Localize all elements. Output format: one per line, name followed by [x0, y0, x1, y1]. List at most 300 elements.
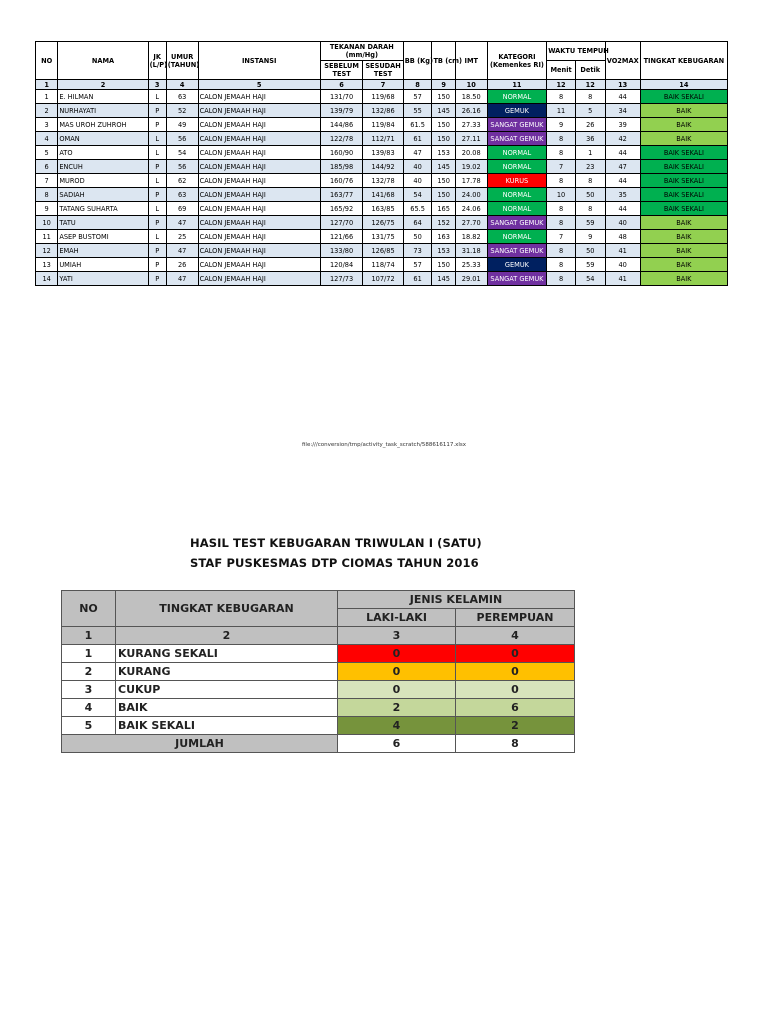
cell-nama: TATANG SUHARTA	[58, 202, 148, 216]
cell-menit: 8	[547, 272, 576, 286]
cell-bb: 47	[403, 146, 432, 160]
cell-bb: 64	[403, 216, 432, 230]
cell-umur: 47	[166, 272, 198, 286]
cell-bb: 55	[403, 104, 432, 118]
cell-nama: ENCUH	[58, 160, 148, 174]
cell-umur: 62	[166, 174, 198, 188]
cell-nama: SADIAH	[58, 188, 148, 202]
cell-sebelum: 127/70	[320, 216, 363, 230]
summary-cell-laki: 0	[338, 645, 456, 663]
cell-bb: 57	[403, 258, 432, 272]
cell-imt: 27.11	[455, 132, 487, 146]
cell-sebelum: 185/98	[320, 160, 363, 174]
column-index-row	[36, 80, 728, 90]
cell-kategori: NORMAL	[487, 230, 547, 244]
header-no: NO	[36, 42, 58, 80]
cell-sebelum: 122/78	[320, 132, 363, 146]
cell-jk: P	[148, 118, 166, 132]
cell-no: 11	[36, 230, 58, 244]
cell-sebelum: 163/77	[320, 188, 363, 202]
cell-tingkat: BAIK SEKALI	[640, 146, 727, 160]
summary-header-perempuan: PEREMPUAN	[456, 609, 575, 627]
table-row	[36, 272, 728, 286]
cell-sesudah: 132/86	[363, 104, 403, 118]
summary-index-cell: 3	[338, 627, 456, 645]
summary-row	[62, 645, 575, 663]
cell-bb: 61	[403, 272, 432, 286]
cell-bb: 61	[403, 132, 432, 146]
cell-no: 1	[36, 90, 58, 104]
summary-title: HASIL TEST KEBUGARAN TRIWULAN I (SATU)	[190, 536, 482, 550]
cell-sesudah: 144/92	[363, 160, 403, 174]
cell-imt: 25.33	[455, 258, 487, 272]
cell-menit: 7	[547, 160, 576, 174]
summary-cell-no: 2	[62, 663, 116, 681]
index-cell: 7	[363, 80, 403, 90]
cell-imt: 26.16	[455, 104, 487, 118]
cell-tb: 145	[432, 104, 455, 118]
cell-nama: YATI	[58, 272, 148, 286]
index-cell: 12	[547, 80, 576, 90]
cell-imt: 18.82	[455, 230, 487, 244]
index-cell: 2	[58, 80, 148, 90]
cell-sebelum: 131/70	[320, 90, 363, 104]
cell-nama: E. HILMAN	[58, 90, 148, 104]
cell-imt: 19.02	[455, 160, 487, 174]
cell-bb: 54	[403, 188, 432, 202]
index-cell: 14	[640, 80, 727, 90]
index-cell: 6	[320, 80, 363, 90]
cell-vo2: 48	[605, 230, 640, 244]
header-instansi: INSTANSI	[198, 42, 320, 80]
header-tekanan-darah: TEKANAN DARAH (mm/Hg)	[320, 42, 403, 61]
summary-cell-perempuan: 0	[456, 663, 575, 681]
cell-vo2: 44	[605, 90, 640, 104]
summary-cell-label: KURANG SEKALI	[116, 645, 338, 663]
cell-jk: L	[148, 132, 166, 146]
cell-instansi: CALON JEMAAH HAJI	[198, 118, 320, 132]
cell-sebelum: 121/66	[320, 230, 363, 244]
summary-total-row	[62, 735, 575, 753]
cell-detik: 5	[575, 104, 605, 118]
cell-nama: UMIAH	[58, 258, 148, 272]
table-row	[36, 132, 728, 146]
summary-index-row	[62, 627, 575, 645]
header-sesudah: SESUDAH TEST	[363, 61, 403, 80]
cell-sebelum: 144/86	[320, 118, 363, 132]
index-cell: 4	[166, 80, 198, 90]
table-row	[36, 188, 728, 202]
table-row	[36, 104, 728, 118]
summary-total-label: JUMLAH	[62, 735, 338, 753]
index-cell: 10	[455, 80, 487, 90]
cell-imt: 27.33	[455, 118, 487, 132]
cell-kategori: NORMAL	[487, 90, 547, 104]
cell-no: 12	[36, 244, 58, 258]
cell-kategori: GEMUK	[487, 104, 547, 118]
cell-instansi: CALON JEMAAH HAJI	[198, 132, 320, 146]
header-tingkat: TINGKAT KEBUGARAN	[640, 42, 727, 80]
cell-vo2: 44	[605, 174, 640, 188]
cell-nama: EMAH	[58, 244, 148, 258]
cell-detik: 26	[575, 118, 605, 132]
cell-detik: 50	[575, 244, 605, 258]
cell-imt: 17.78	[455, 174, 487, 188]
table-row	[36, 90, 728, 104]
cell-sebelum: 120/84	[320, 258, 363, 272]
cell-tb: 165	[432, 202, 455, 216]
cell-bb: 50	[403, 230, 432, 244]
cell-detik: 23	[575, 160, 605, 174]
cell-umur: 26	[166, 258, 198, 272]
cell-instansi: CALON JEMAAH HAJI	[198, 216, 320, 230]
cell-sebelum: 139/79	[320, 104, 363, 118]
summary-index-cell: 2	[116, 627, 338, 645]
cell-umur: 49	[166, 118, 198, 132]
summary-total-perempuan: 8	[456, 735, 575, 753]
table-row	[36, 146, 728, 160]
summary-index-cell: 4	[456, 627, 575, 645]
cell-tingkat: BAIK	[640, 118, 727, 132]
summary-cell-no: 4	[62, 699, 116, 717]
summary-row	[62, 663, 575, 681]
cell-no: 7	[36, 174, 58, 188]
cell-umur: 56	[166, 132, 198, 146]
cell-kategori: SANGAT GEMUK	[487, 132, 547, 146]
summary-total-laki: 6	[338, 735, 456, 753]
summary-header-tingkat: TINGKAT KEBUGARAN	[116, 591, 338, 627]
cell-umur: 63	[166, 188, 198, 202]
fitness-data-table	[35, 41, 728, 286]
table-row	[36, 202, 728, 216]
summary-header-laki: LAKI-LAKI	[338, 609, 456, 627]
cell-vo2: 41	[605, 244, 640, 258]
cell-tb: 152	[432, 216, 455, 230]
summary-cell-label: CUKUP	[116, 681, 338, 699]
cell-menit: 8	[547, 202, 576, 216]
cell-bb: 40	[403, 174, 432, 188]
cell-instansi: CALON JEMAAH HAJI	[198, 272, 320, 286]
cell-instansi: CALON JEMAAH HAJI	[198, 160, 320, 174]
file-path-footer: file:///conversion/tmp/activity_task_scratch/588616117.xlsx	[301, 442, 467, 448]
cell-umur: 52	[166, 104, 198, 118]
cell-sesudah: 126/85	[363, 244, 403, 258]
cell-no: 4	[36, 132, 58, 146]
cell-jk: L	[148, 230, 166, 244]
header-imt: IMT	[455, 42, 487, 80]
cell-umur: 63	[166, 90, 198, 104]
cell-vo2: 44	[605, 146, 640, 160]
cell-detik: 8	[575, 90, 605, 104]
cell-sebelum: 133/80	[320, 244, 363, 258]
cell-tb: 150	[432, 132, 455, 146]
summary-cell-label: BAIK SEKALI	[116, 717, 338, 735]
cell-sebelum: 160/90	[320, 146, 363, 160]
cell-imt: 31.18	[455, 244, 487, 258]
cell-tingkat: BAIK SEKALI	[640, 202, 727, 216]
cell-menit: 8	[547, 216, 576, 230]
cell-vo2: 41	[605, 272, 640, 286]
index-cell: 3	[148, 80, 166, 90]
index-cell: 1	[36, 80, 58, 90]
cell-vo2: 39	[605, 118, 640, 132]
table-row	[36, 216, 728, 230]
cell-tb: 150	[432, 174, 455, 188]
cell-sebelum: 127/73	[320, 272, 363, 286]
index-cell: 8	[403, 80, 432, 90]
cell-no: 13	[36, 258, 58, 272]
summary-cell-laki: 0	[338, 663, 456, 681]
cell-sesudah: 119/68	[363, 90, 403, 104]
cell-tingkat: BAIK SEKALI	[640, 174, 727, 188]
cell-jk: L	[148, 90, 166, 104]
cell-menit: 8	[547, 132, 576, 146]
table-row	[36, 230, 728, 244]
cell-instansi: CALON JEMAAH HAJI	[198, 188, 320, 202]
cell-no: 14	[36, 272, 58, 286]
summary-cell-perempuan: 0	[456, 681, 575, 699]
summary-cell-perempuan: 2	[456, 717, 575, 735]
cell-instansi: CALON JEMAAH HAJI	[198, 146, 320, 160]
cell-bb: 57	[403, 90, 432, 104]
index-cell: 9	[432, 80, 455, 90]
cell-bb: 65.5	[403, 202, 432, 216]
cell-jk: P	[148, 160, 166, 174]
header-tb: TB (cm)	[432, 42, 455, 80]
cell-vo2: 44	[605, 202, 640, 216]
cell-menit: 9	[547, 118, 576, 132]
cell-no: 3	[36, 118, 58, 132]
cell-sesudah: 107/72	[363, 272, 403, 286]
cell-tb: 150	[432, 258, 455, 272]
summary-row	[62, 717, 575, 735]
header-bb: BB (Kg)	[403, 42, 432, 80]
cell-nama: ASEP BUSTOMI	[58, 230, 148, 244]
cell-sesudah: 118/74	[363, 258, 403, 272]
cell-umur: 54	[166, 146, 198, 160]
summary-cell-no: 3	[62, 681, 116, 699]
cell-detik: 8	[575, 202, 605, 216]
cell-vo2: 47	[605, 160, 640, 174]
cell-tingkat: BAIK	[640, 230, 727, 244]
cell-menit: 8	[547, 244, 576, 258]
summary-body	[62, 627, 575, 753]
cell-jk: L	[148, 146, 166, 160]
header-nama: NAMA	[58, 42, 148, 80]
cell-nama: NURHAYATI	[58, 104, 148, 118]
cell-imt: 24.06	[455, 202, 487, 216]
cell-jk: P	[148, 188, 166, 202]
cell-tb: 150	[432, 118, 455, 132]
summary-cell-laki: 0	[338, 681, 456, 699]
header-waktu-tempuh: WAKTU TEMPUH	[547, 42, 605, 61]
summary-index-cell: 1	[62, 627, 116, 645]
summary-header-jenis-kelamin: JENIS KELAMIN	[338, 591, 575, 609]
cell-imt: 27.70	[455, 216, 487, 230]
cell-umur: 69	[166, 202, 198, 216]
cell-sesudah: 132/78	[363, 174, 403, 188]
cell-menit: 11	[547, 104, 576, 118]
header-detik: Detik	[575, 61, 605, 80]
cell-no: 6	[36, 160, 58, 174]
cell-sesudah: 112/71	[363, 132, 403, 146]
cell-sesudah: 119/84	[363, 118, 403, 132]
cell-tb: 150	[432, 188, 455, 202]
cell-bb: 73	[403, 244, 432, 258]
cell-detik: 1	[575, 146, 605, 160]
cell-tb: 153	[432, 244, 455, 258]
index-cell: 12	[575, 80, 605, 90]
cell-jk: P	[148, 104, 166, 118]
cell-menit: 10	[547, 188, 576, 202]
cell-nama: ATO	[58, 146, 148, 160]
cell-imt: 20.08	[455, 146, 487, 160]
cell-jk: L	[148, 202, 166, 216]
cell-imt: 18.50	[455, 90, 487, 104]
cell-vo2: 34	[605, 104, 640, 118]
summary-cell-perempuan: 6	[456, 699, 575, 717]
cell-imt: 29.01	[455, 272, 487, 286]
cell-instansi: CALON JEMAAH HAJI	[198, 258, 320, 272]
cell-no: 9	[36, 202, 58, 216]
cell-umur: 56	[166, 160, 198, 174]
cell-instansi: CALON JEMAAH HAJI	[198, 174, 320, 188]
cell-kategori: NORMAL	[487, 160, 547, 174]
summary-cell-laki: 2	[338, 699, 456, 717]
summary-cell-no: 5	[62, 717, 116, 735]
cell-instansi: CALON JEMAAH HAJI	[198, 202, 320, 216]
summary-row	[62, 681, 575, 699]
cell-detik: 54	[575, 272, 605, 286]
header-umur: UMUR (TAHUN)	[166, 42, 198, 80]
cell-sebelum: 160/76	[320, 174, 363, 188]
cell-umur: 25	[166, 230, 198, 244]
cell-imt: 24.00	[455, 188, 487, 202]
header-kategori: KATEGORI (Kemenkes RI)	[487, 42, 547, 80]
cell-kategori: NORMAL	[487, 146, 547, 160]
cell-tingkat: BAIK SEKALI	[640, 160, 727, 174]
cell-instansi: CALON JEMAAH HAJI	[198, 90, 320, 104]
summary-cell-perempuan: 0	[456, 645, 575, 663]
cell-no: 8	[36, 188, 58, 202]
cell-tingkat: BAIK	[640, 104, 727, 118]
table-row	[36, 118, 728, 132]
cell-vo2: 35	[605, 188, 640, 202]
cell-menit: 8	[547, 174, 576, 188]
cell-tb: 163	[432, 230, 455, 244]
cell-tingkat: BAIK SEKALI	[640, 90, 727, 104]
cell-bb: 61.5	[403, 118, 432, 132]
index-cell: 5	[198, 80, 320, 90]
fitness-data-body	[36, 80, 728, 286]
cell-instansi: CALON JEMAAH HAJI	[198, 244, 320, 258]
cell-kategori: GEMUK	[487, 258, 547, 272]
summary-subtitle: STAF PUSKESMAS DTP CIOMAS TAHUN 2016	[190, 556, 479, 570]
cell-vo2: 40	[605, 258, 640, 272]
table-row	[36, 244, 728, 258]
cell-nama: MUROD	[58, 174, 148, 188]
cell-detik: 59	[575, 258, 605, 272]
cell-kategori: NORMAL	[487, 188, 547, 202]
cell-tingkat: BAIK	[640, 132, 727, 146]
cell-jk: P	[148, 258, 166, 272]
cell-tingkat: BAIK SEKALI	[640, 188, 727, 202]
cell-kategori: SANGAT GEMUK	[487, 216, 547, 230]
cell-kategori: SANGAT GEMUK	[487, 118, 547, 132]
cell-menit: 7	[547, 230, 576, 244]
cell-jk: L	[148, 174, 166, 188]
index-cell: 13	[605, 80, 640, 90]
cell-umur: 47	[166, 216, 198, 230]
cell-bb: 40	[403, 160, 432, 174]
cell-sesudah: 163/85	[363, 202, 403, 216]
cell-kategori: SANGAT GEMUK	[487, 244, 547, 258]
summary-row	[62, 699, 575, 717]
table-row	[36, 174, 728, 188]
table-row	[36, 258, 728, 272]
summary-table	[61, 590, 575, 753]
cell-detik: 59	[575, 216, 605, 230]
table-row	[36, 160, 728, 174]
cell-tingkat: BAIK	[640, 272, 727, 286]
cell-instansi: CALON JEMAAH HAJI	[198, 230, 320, 244]
cell-vo2: 42	[605, 132, 640, 146]
cell-menit: 8	[547, 146, 576, 160]
cell-detik: 8	[575, 174, 605, 188]
cell-detik: 9	[575, 230, 605, 244]
cell-sesudah: 139/83	[363, 146, 403, 160]
summary-cell-label: KURANG	[116, 663, 338, 681]
cell-nama: TATU	[58, 216, 148, 230]
cell-umur: 47	[166, 244, 198, 258]
cell-no: 5	[36, 146, 58, 160]
summary-cell-label: BAIK	[116, 699, 338, 717]
cell-tb: 150	[432, 90, 455, 104]
cell-nama: MAS UROH ZUHROH	[58, 118, 148, 132]
cell-vo2: 40	[605, 216, 640, 230]
header-menit: Menit	[547, 61, 576, 80]
cell-sesudah: 141/68	[363, 188, 403, 202]
summary-header-no: NO	[62, 591, 116, 627]
summary-cell-laki: 4	[338, 717, 456, 735]
cell-sebelum: 165/92	[320, 202, 363, 216]
header-jk: JK (L/P)	[148, 42, 166, 80]
cell-nama: OMAN	[58, 132, 148, 146]
header-sebelum: SEBELUM TEST	[320, 61, 363, 80]
cell-tb: 145	[432, 160, 455, 174]
cell-tingkat: BAIK	[640, 258, 727, 272]
cell-sesudah: 126/75	[363, 216, 403, 230]
cell-sesudah: 131/75	[363, 230, 403, 244]
cell-tingkat: BAIK	[640, 244, 727, 258]
cell-kategori: KURUS	[487, 174, 547, 188]
cell-menit: 8	[547, 90, 576, 104]
cell-no: 10	[36, 216, 58, 230]
cell-kategori: NORMAL	[487, 202, 547, 216]
index-cell: 11	[487, 80, 547, 90]
header-vo2max: VO2MAX	[605, 42, 640, 80]
cell-menit: 8	[547, 258, 576, 272]
cell-jk: P	[148, 272, 166, 286]
cell-detik: 36	[575, 132, 605, 146]
cell-tb: 145	[432, 272, 455, 286]
cell-no: 2	[36, 104, 58, 118]
cell-tingkat: BAIK	[640, 216, 727, 230]
cell-detik: 50	[575, 188, 605, 202]
cell-instansi: CALON JEMAAH HAJI	[198, 104, 320, 118]
cell-tb: 153	[432, 146, 455, 160]
cell-kategori: SANGAT GEMUK	[487, 272, 547, 286]
